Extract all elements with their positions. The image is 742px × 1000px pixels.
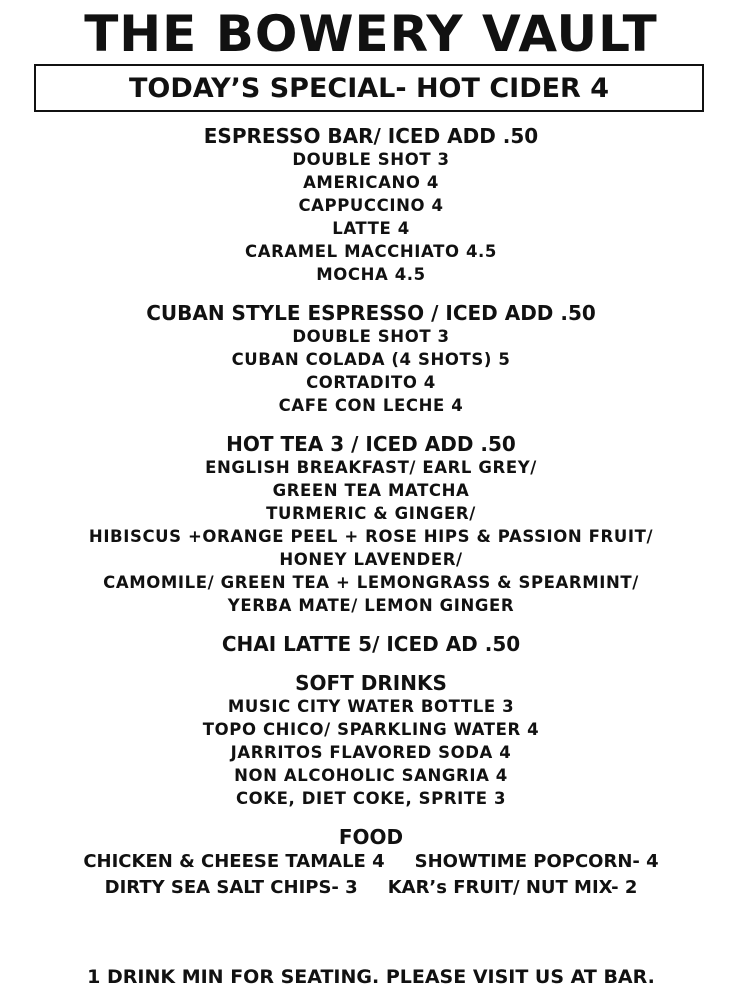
section-title: ESPRESSO BAR/ ICED ADD .50	[203, 124, 539, 148]
menu-item: CORTADITO 4	[306, 373, 436, 392]
menu-item: DOUBLE SHOT 3	[292, 327, 450, 346]
food-item: CHICKEN & CHEESE TAMALE 4	[83, 851, 385, 872]
section-title: SOFT DRINKS	[295, 671, 447, 695]
section-food	[0, 825, 742, 901]
menu-item: TOPO CHICO/ SPARKLING WATER 4	[202, 720, 540, 739]
section-title: CUBAN STYLE ESPRESSO / ICED ADD .50	[146, 301, 596, 325]
menu-item: CARAMEL MACCHIATO 4.5	[244, 242, 497, 261]
menu-item: CAPPUCCINO 4	[298, 196, 444, 215]
section-title: FOOD	[338, 825, 404, 849]
section-cuban-espresso	[0, 301, 742, 417]
menu-item: CAFE CON LECHE 4	[278, 396, 464, 415]
menu-item: LATTE 4	[332, 219, 410, 238]
menu-item: MOCHA 4.5	[316, 265, 426, 284]
menu-item: GREEN TEA MATCHA	[272, 481, 470, 500]
menu-item: HONEY LAVENDER/	[279, 550, 463, 569]
section-title: CHAI LATTE 5/ ICED AD .50	[221, 632, 521, 656]
menu-item: JARRITOS FLAVORED SODA 4	[230, 743, 512, 762]
food-item: DIRTY SEA SALT CHIPS- 3	[104, 877, 358, 898]
menu-item: ENGLISH BREAKFAST/ EARL GREY/	[205, 458, 537, 477]
food-row	[0, 849, 742, 875]
menu-item: MUSIC CITY WATER BOTTLE 3	[227, 697, 515, 716]
menu-item: YERBA MATE/ LEMON GINGER	[227, 596, 515, 615]
menu-item: TURMERIC & GINGER/	[266, 504, 476, 523]
footer-notice: 1 DRINK MIN FOR SEATING. PLEASE VISIT US AT BAR.	[87, 966, 655, 988]
section-hot-tea	[0, 432, 742, 617]
todays-special-box	[34, 64, 704, 112]
section-chai-latte	[0, 632, 742, 656]
menu-item: HIBISCUS +ORANGE PEEL + ROSE HIPS & PASSION FRUIT/	[88, 527, 654, 546]
food-item: KAR’s FRUIT/ NUT MIX- 2	[387, 877, 638, 898]
section-title: HOT TEA 3 / ICED ADD .50	[226, 432, 516, 456]
menu-item: CAMOMILE/ GREEN TEA + LEMONGRASS & SPEARMINT/	[103, 573, 639, 592]
food-item: SHOWTIME POPCORN- 4	[414, 851, 659, 872]
menu-item: NON ALCOHOLIC SANGRIA 4	[234, 766, 508, 785]
todays-special-text: TODAY’S SPECIAL- HOT CIDER 4	[128, 72, 610, 104]
menu-item: COKE, DIET COKE, SPRITE 3	[235, 789, 507, 808]
menu-item: CUBAN COLADA (4 SHOTS) 5	[231, 350, 511, 369]
section-soft-drinks	[0, 671, 742, 810]
menu-item: AMERICANO 4	[303, 173, 439, 192]
section-espresso-bar	[0, 124, 742, 286]
menu-item: DOUBLE SHOT 3	[292, 150, 450, 169]
page-title: THE BOWERY VAULT	[84, 5, 658, 63]
menu-sections	[0, 124, 742, 916]
food-row	[0, 875, 742, 901]
